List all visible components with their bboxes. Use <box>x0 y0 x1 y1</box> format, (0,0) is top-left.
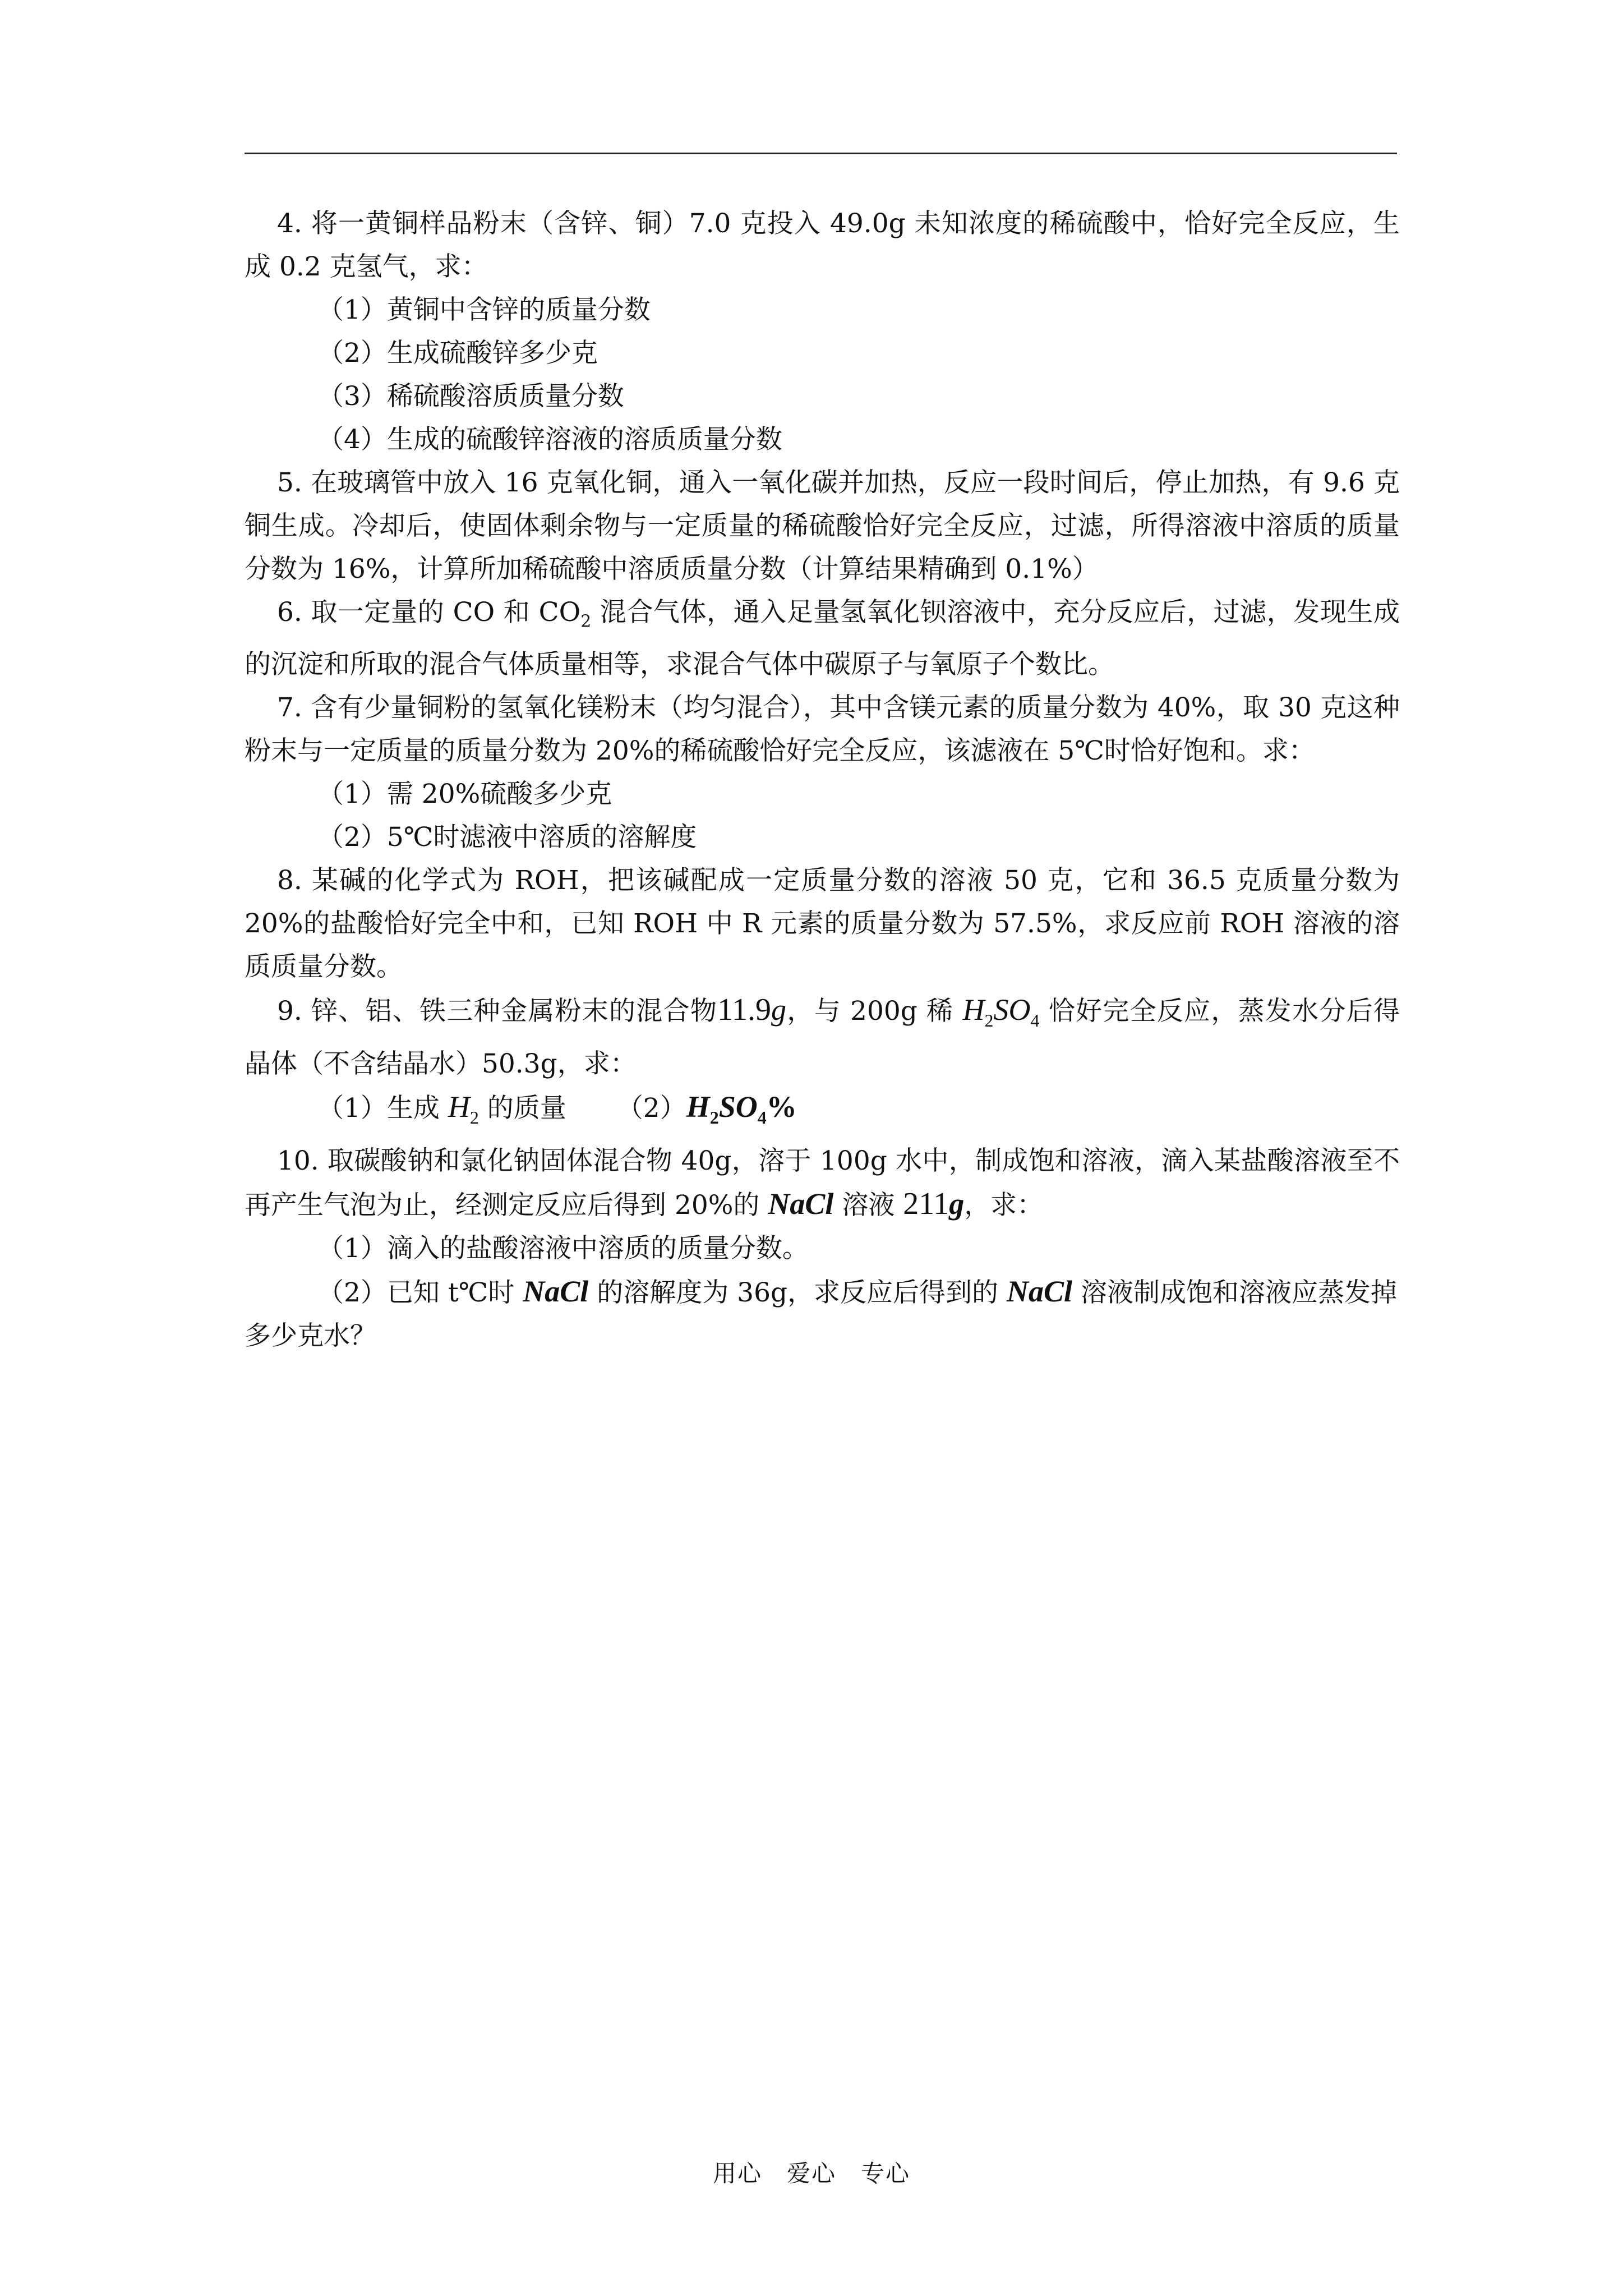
question-9-text-c: 恰好完全反应，蒸发水分后得晶体（不含结晶水）50.3g，求： <box>245 996 1400 1080</box>
question-9-acid-so-sub: 4 <box>1030 1010 1040 1031</box>
question-9-item-1-b: 的质量 <box>478 1093 566 1124</box>
question-10-item-2-a: （2）已知 t℃时 <box>317 1277 523 1308</box>
page-footer: 用心 爱心 专心 <box>712 2160 910 2187</box>
question-10-text-a: 10. 取碳酸钠和氯化钠固体混合物 40g，溶于 100g 水中，制成饱和溶液，滴入某盐酸溶液至不再产生气泡为止，经测定反应后得到 20%的 <box>245 1145 1400 1221</box>
question-9-item-2-so-sub: 4 <box>757 1107 767 1128</box>
question-9-mass-unit: g <box>771 993 787 1027</box>
question-5: 5. 在玻璃管中放入 16 克氧化铜，通入一氧化碳并加热，反应一段时间后，停止加热，有 9.6 克铜生成。冷却后，使固体剩余物与一定质量的稀硫酸恰好完全反应，过滤，所得溶液中溶质的质量分数为 16%，计算所加稀硫酸中溶质质量分数（计算结果精确到 0.1%） <box>245 467 1400 585</box>
question-4-item-2: （2）生成硫酸锌多少克 <box>317 338 598 369</box>
question-9-item-1-formula <box>448 1090 479 1128</box>
question-9-item-1-h: H <box>448 1090 470 1124</box>
question-9-text-b: ，与 200g 稀 <box>786 996 963 1027</box>
question-9-item-2-h-sub: 2 <box>709 1107 719 1128</box>
header-rule <box>245 153 1397 154</box>
question-9-item-2-formula <box>686 1090 797 1128</box>
question-7-item-1: （1）需 20%硫酸多少克 <box>317 779 612 810</box>
question-9 <box>245 988 1400 1085</box>
question-9-item-1-a: （1）生成 <box>317 1093 448 1124</box>
question-4-item-1: （1）黄铜中含锌的质量分数 <box>317 295 651 325</box>
question-9-item-2-h: H <box>686 1090 710 1124</box>
question-10-item-2-nacl-1: NaCl <box>523 1274 589 1308</box>
question-10-mass: 211 <box>903 1186 949 1221</box>
question-7: 7. 含有少量铜粉的氢氧化镁粉末（均匀混合），其中含镁元素的质量分数为 40%，取 30 克这种粉末与一定质量的质量分数为 20%的稀硫酸恰好完全反应，该滤液在 5℃时恰好饱和。求： <box>245 692 1400 767</box>
question-9-item-1-h-sub: 2 <box>469 1107 479 1128</box>
question-10-nacl: NaCl <box>768 1186 834 1221</box>
question-9-acid-h-sub: 2 <box>984 1010 994 1031</box>
question-7-item-2: （2）5℃时滤液中溶质的溶解度 <box>317 822 697 853</box>
question-9-acid-so: SO <box>993 993 1031 1027</box>
question-4: 4. 将一黄铜样品粉末（含锌、铜）7.0 克投入 49.0g 未知浓度的稀硫酸中，恰好完全反应，生成 0.2 克氢气，求： <box>245 208 1400 282</box>
question-9-text-a: 9. 锌、铝、铁三种金属粉末的混合物 <box>277 996 718 1027</box>
question-10-item-2-nacl-2: NaCl <box>1007 1274 1073 1308</box>
question-8: 8. 某碱的化学式为 ROH，把该碱配成一定质量分数的溶液 50 克，它和 36.5 克质量分数为 20%的盐酸恰好完全中和，已知 ROH 中 R 元素的质量分数为 57.5%，求反应前 ROH 溶液的溶质质量分数。 <box>245 865 1400 983</box>
question-9-items <box>245 1085 1400 1139</box>
question-6-text-a: 6. 取一定量的 CO 和 CO <box>277 597 581 628</box>
question-9-acid-formula <box>962 993 1040 1031</box>
question-10-text-c: ，求： <box>964 1189 1044 1221</box>
question-10-item-2-b: 的溶解度为 36g，求反应后得到的 <box>588 1277 1007 1308</box>
question-9-acid-h: H <box>962 993 985 1027</box>
question-10-text-b: 溶液 <box>833 1189 903 1221</box>
question-4-item-3: （3）稀硫酸溶质质量分数 <box>317 381 624 412</box>
question-10-item-1: （1）滴入的盐酸溶液中溶质的质量分数。 <box>317 1232 809 1264</box>
document-body <box>245 202 1400 1358</box>
question-6-subscript: 2 <box>580 611 592 632</box>
question-6-text-b: 混合气体，通入足量氢氧化钡溶液中，充分反应后，过滤，发现生成的沉淀和所取的混合气体质量相等，求混合气体中碳原子与氧原子个数比。 <box>245 597 1400 680</box>
question-10-item-2 <box>245 1270 1400 1358</box>
question-9-item-2-so: SO <box>718 1090 758 1124</box>
question-10 <box>245 1139 1400 1227</box>
question-10-mass-unit: g <box>949 1186 965 1221</box>
question-6 <box>245 591 1400 686</box>
question-10-item-2-c: 溶液制成饱和溶液应蒸发掉多少克水？ <box>245 1277 1397 1351</box>
question-9-item-2-a: （2） <box>616 1093 686 1124</box>
question-4-item-4: （4）生成的硫酸锌溶液的溶质质量分数 <box>317 424 782 455</box>
question-9-item-2-pct: % <box>766 1090 797 1124</box>
question-9-mass: 11.9 <box>717 992 772 1028</box>
